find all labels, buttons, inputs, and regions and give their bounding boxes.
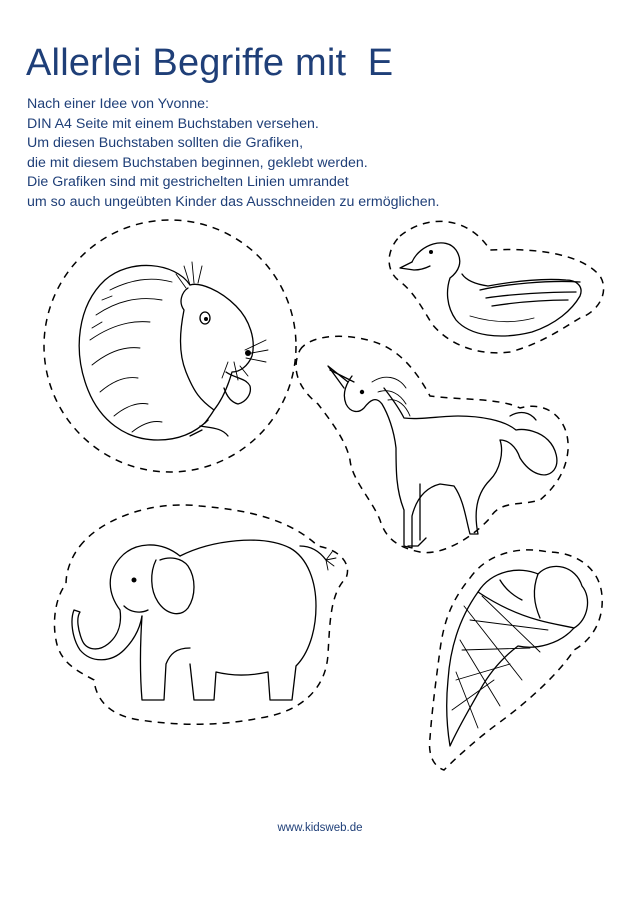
duck-icon: [389, 221, 604, 353]
intro-line: um so auch ungeübten Kinder das Ausschneiden zu ermöglichen.: [27, 193, 440, 210]
footer-url: www.kidsweb.de: [277, 822, 363, 834]
intro-line: DIN A4 Seite mit einem Buchstaben versehen.: [27, 115, 319, 132]
unicorn-icon: [296, 336, 568, 552]
squirrel-icon: [44, 220, 296, 472]
intro-line: Nach einer Idee von Yvonne:: [27, 96, 209, 112]
ice-cream-cone-icon: [430, 550, 603, 770]
elephant-icon: [54, 505, 347, 724]
intro-line: die mit diesem Buchstaben beginnen, geklebt werden.: [27, 154, 368, 171]
intro-line: Die Grafiken sind mit gestrichelten Linien umrandet: [27, 174, 349, 191]
page-title: Allerlei Begriffe mit E: [26, 42, 394, 84]
intro-line: Um diesen Buchstaben sollten die Grafiken,: [27, 135, 304, 152]
